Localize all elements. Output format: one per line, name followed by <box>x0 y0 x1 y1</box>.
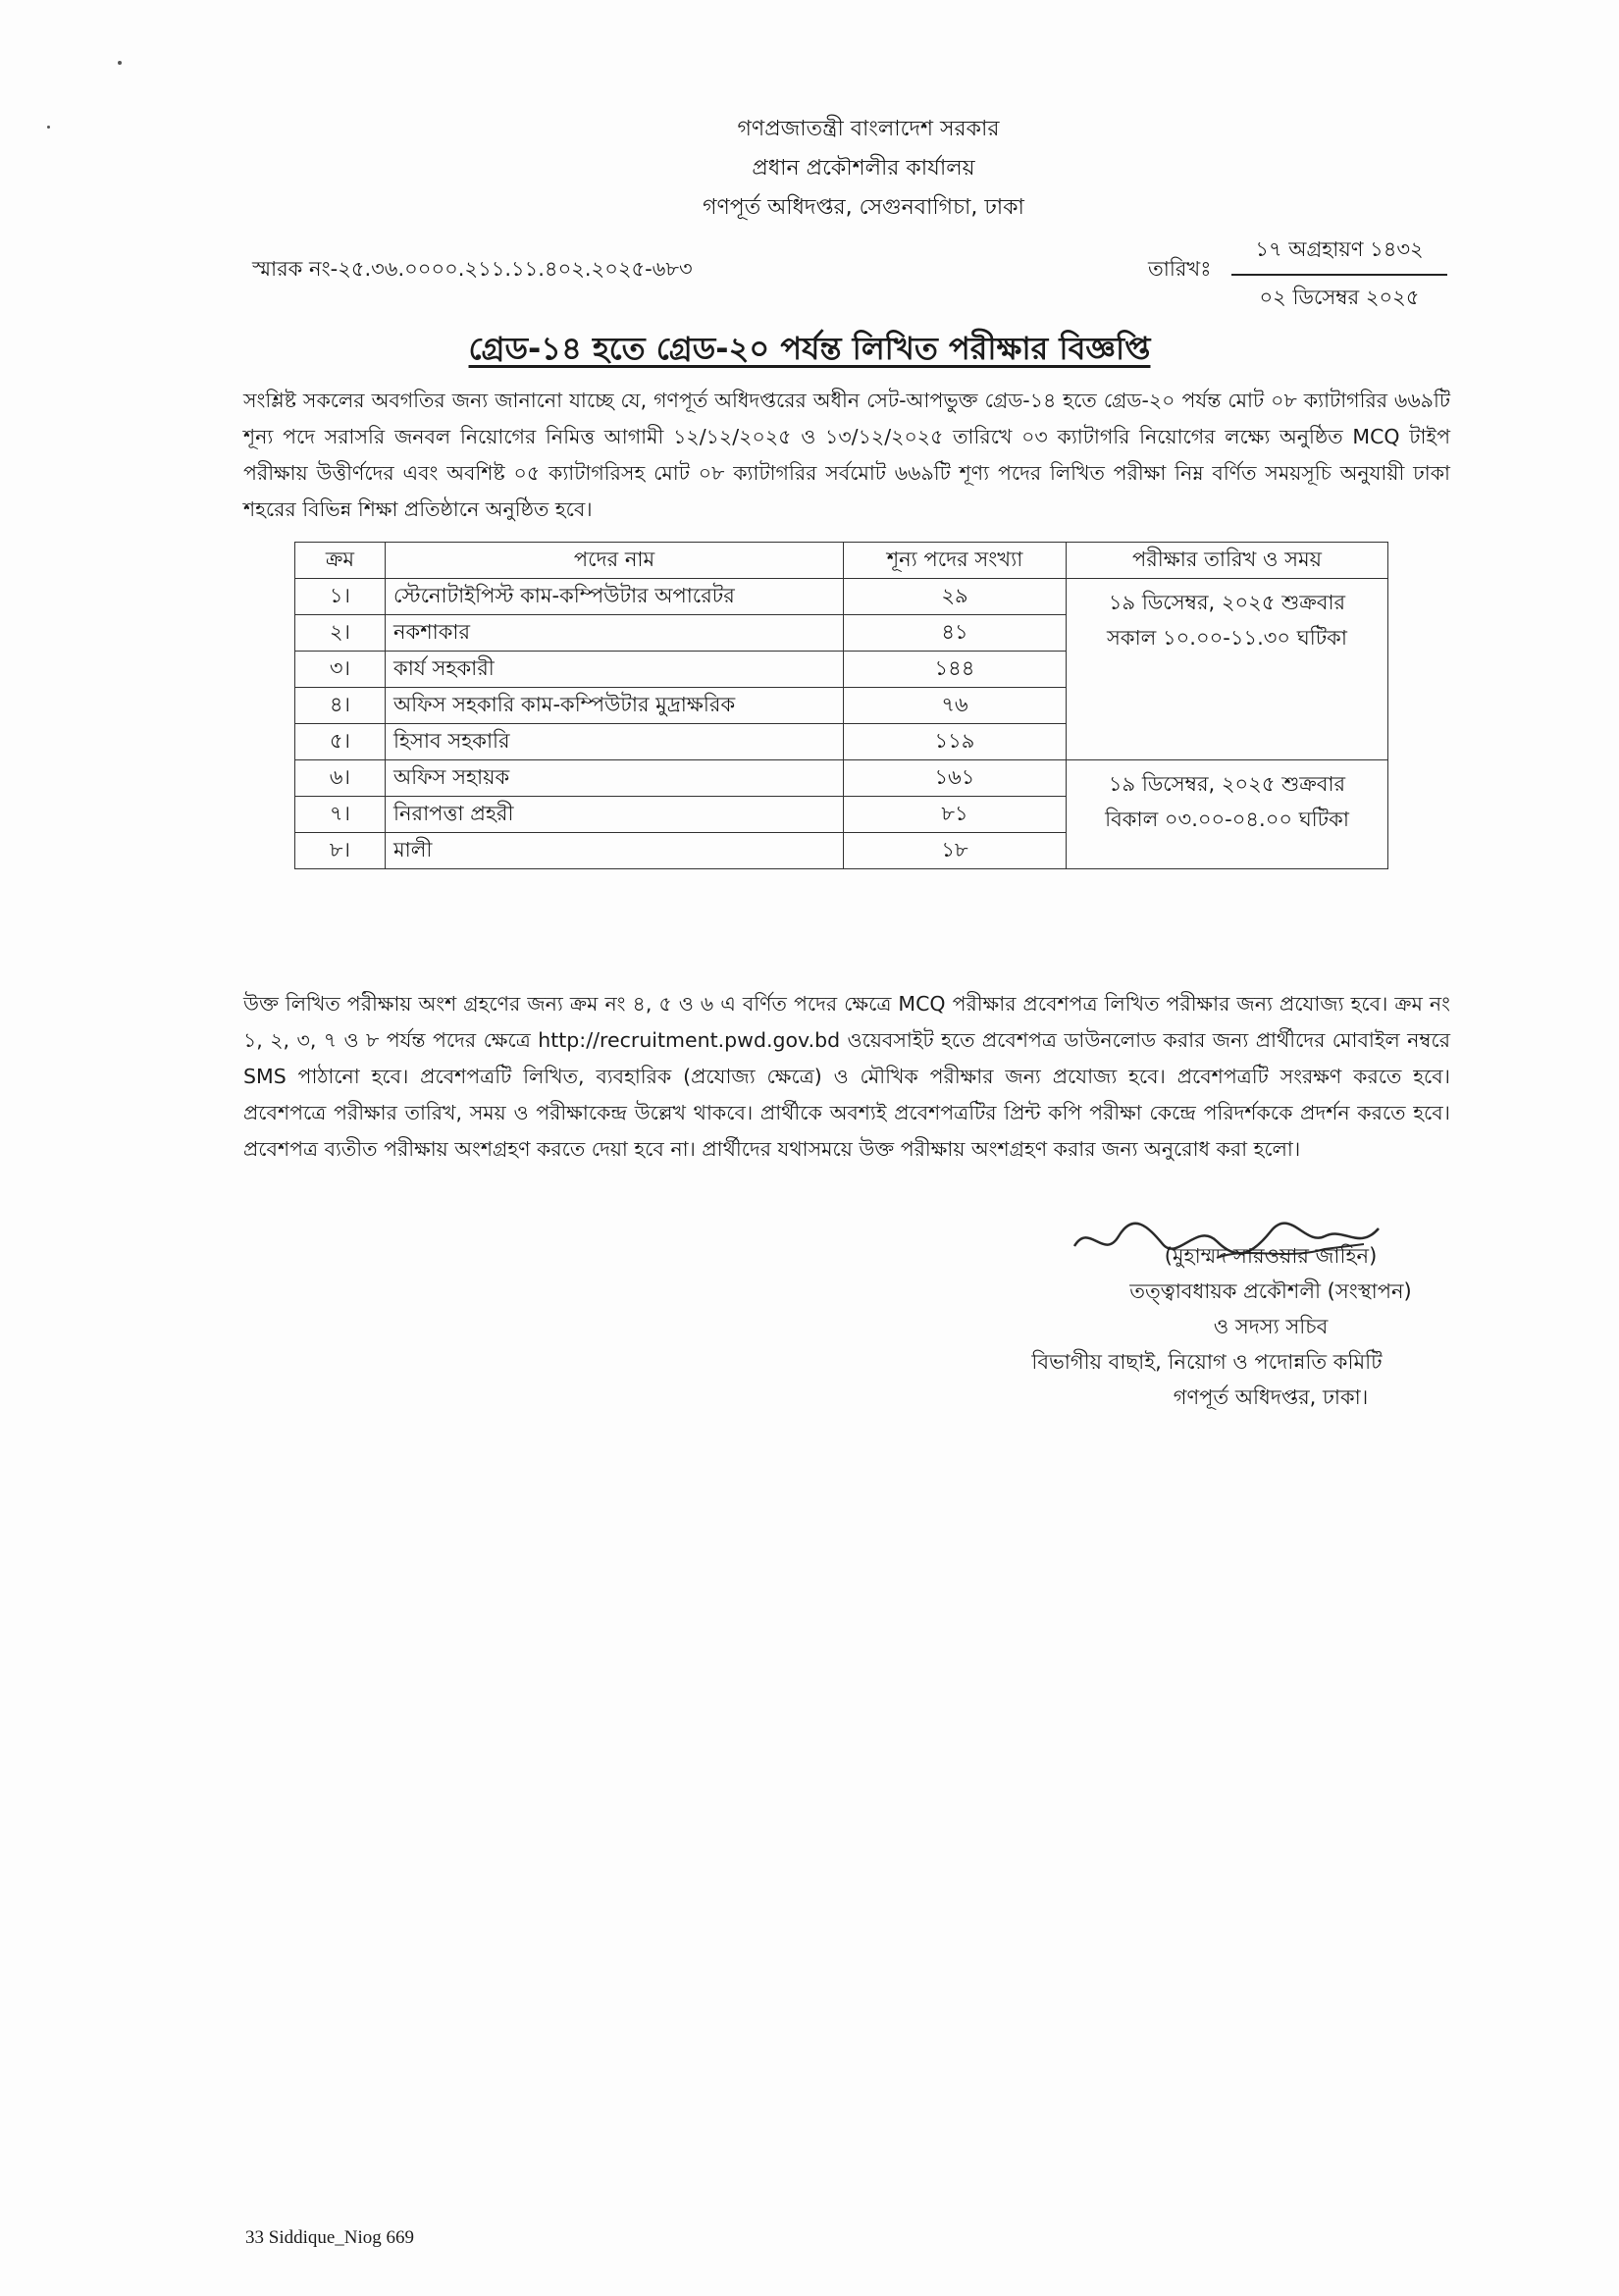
row-vacancy-count: ৭৬ <box>844 688 1067 724</box>
signatory-role: ও সদস্য সচিব <box>1213 1315 1329 1338</box>
row-post-name: মালী <box>386 833 844 869</box>
date-gregorian: ০২ ডিসেম্বর ২০২৫ <box>1259 286 1420 309</box>
row-serial: ২। <box>295 615 386 652</box>
row-vacancy-count: ২৯ <box>844 579 1067 615</box>
row-vacancy-count: ৪১ <box>844 615 1067 652</box>
office-header <box>0 110 1619 228</box>
row-vacancy-count: ১১৯ <box>844 724 1067 760</box>
date-bangla: ১৭ অগ্রহায়ণ ১৪৩২ <box>1231 234 1447 276</box>
signatory-office: গণপূর্ত অধিদপ্তর, ঢাকা। <box>1173 1385 1369 1409</box>
row-post-name: অফিস সহকারি কাম-কম্পিউটার মুদ্রাক্ষরিক <box>386 688 844 724</box>
row-post-name: হিসাব সহকারি <box>386 724 844 760</box>
row-serial: ৫। <box>295 724 386 760</box>
slot1-date: ১৯ ডিসেম্বর, ২০২৫ শুক্রবার <box>1108 591 1346 614</box>
memo-number: স্মারক নং-২৫.৩৬.০০০০.২১১.১১.৪০২.২০২৫-৬৮৩ <box>252 257 693 281</box>
table-row <box>295 579 1388 615</box>
header-government: গণপ্রজাতন্ত্রী বাংলাদেশ সরকার <box>737 117 1000 141</box>
instructions-paragraph: উক্ত লিখিত পরীক্ষায় অংশ গ্রহণের জন্য ক্রম নং ৪, ৫ ও ৬ এ বর্ণিত পদের ক্ষেত্রে MCQ পরীক্ষার প্রবেশপত্র লিখিত পরীক্ষার জন্য প্রযোজ্য হবে। ক্রম নং ১, ২, ৩, ৭ ও ৮ পর্যন্ত পদের ক্ষেত্রে http://recruitment.pwd.gov.bd ওয়েবসাইট হতে প্রবেশপত্র ডাউনলোড করার জন্য প্রার্থীদের মোবাইল নম্বরে SMS পাঠানো হবে। প্রবেশপত্রটি লিখিত, ব্যবহারিক (প্রযোজ্য ক্ষেত্রে) ও মৌখিক পরীক্ষার জন্য প্রযোজ্য হবে। প্রবেশপত্রটি সংরক্ষণ করতে হবে। প্রবেশপত্রে পরীক্ষার তারিখ, সময় ও পরীক্ষাকেন্দ্র উল্লেখ থাকবে। প্রার্থীকে অবশ্যই প্রবেশপত্রটির প্রিন্ট কপি পরীক্ষা কেন্দ্রে পরিদর্শককে প্রদর্শন করতে হবে। প্রবেশপত্র ব্যতীত পরীক্ষায় অংশগ্রহণ করতে দেয়া হবে না। প্রার্থীদের যথাসময়ে উক্ত পরীক্ষায় অংশগ্রহণ করার জন্য অনুরোধ করা হলো। <box>243 992 1450 1161</box>
header-vacancy-count: শূন্য পদের সংখ্যা <box>844 543 1067 579</box>
row-serial: ১। <box>295 579 386 615</box>
signature-block <box>883 1238 1531 1415</box>
signatory-designation: তত্ত্বাবধায়ক প্রকৌশলী (সংস্থাপন) <box>1129 1279 1412 1303</box>
slot2-date: ১৯ ডিসেম্বর, ২০২৫ শুক্রবার <box>1108 772 1346 796</box>
row-serial: ৩। <box>295 652 386 688</box>
row-serial: ৮। <box>295 833 386 869</box>
row-vacancy-count: ৮১ <box>844 797 1067 833</box>
row-post-name: নিরাপত্তা প্রহরী <box>386 797 844 833</box>
row-vacancy-count: ১৮ <box>844 833 1067 869</box>
date-label: তারিখঃ <box>1148 257 1212 281</box>
row-serial: ৪। <box>295 688 386 724</box>
slot2-time: বিকাল ০৩.০০-০৪.০০ ঘটিকা <box>1105 808 1349 831</box>
table-header-row <box>295 543 1388 579</box>
row-post-name: স্টেনোটাইপিস্ট কাম-কম্পিউটার অপারেটর <box>386 579 844 615</box>
header-serial: ক্রম <box>295 543 386 579</box>
date-block <box>1231 234 1447 316</box>
row-post-name: নকশাকার <box>386 615 844 652</box>
header-post-name: পদের নাম <box>386 543 844 579</box>
notice-title <box>0 324 1619 377</box>
header-exam-datetime: পরীক্ষার তারিখ ও সময় <box>1067 543 1388 579</box>
row-serial: ৬। <box>295 760 386 797</box>
scan-speck <box>118 61 122 65</box>
intro-paragraph: সংশ্লিষ্ট সকলের অবগতির জন্য জানানো যাচ্ছে যে, গণপূর্ত অধিদপ্তরের অধীন সেট-আপভুক্ত গ্রেড-১৪ হতে গ্রেড-২০ পর্যন্ত মোট ০৮ ক্যাটাগরির ৬৬৯টি শূন্য পদে সরাসরি জনবল নিয়োগের নিমিত্ত আগামী ১২/১২/২০২৫ ও ১৩/১২/২০২৫ তারিখে ০৩ ক্যাটাগরি নিয়োগের লক্ষ্যে অনুষ্ঠিত MCQ টাইপ পরীক্ষায় উত্তীর্ণদের এবং অবশিষ্ট ০৫ ক্যাটাগরিসহ মোট ০৮ ক্যাটাগরির সর্বমোট ৬৬৯টি শূণ্য পদের লিখিত পরীক্ষা নিম্ন বর্ণিত সময়সূচি অনুযায়ী ঢাকা শহরের বিভিন্ন শিক্ষা প্রতিষ্ঠানে অনুষ্ঠিত হবে। <box>243 389 1450 521</box>
exam-schedule-table <box>294 542 1388 869</box>
header-department: গণপূর্ত অধিদপ্তর, সেগুনবাগিচা, ঢাকা <box>703 195 1024 220</box>
signatory-committee: বিভাগীয় বাছাই, নিয়োগ ও পদোন্নতি কমিটি <box>1031 1350 1383 1374</box>
notice-title-text: গ্রেড-১৪ হতে গ্রেড-২০ পর্যন্ত লিখিত পরীক্ষার বিজ্ঞপ্তি <box>468 330 1151 367</box>
table-row <box>295 760 1388 797</box>
slot1-time: সকাল ১০.০০-১১.৩০ ঘটিকা <box>1107 626 1347 650</box>
header-office: প্রধান প্রকৌশলীর কার্যালয় <box>752 156 975 181</box>
row-vacancy-count: ১৪৪ <box>844 652 1067 688</box>
row-post-name: অফিস সহায়ক <box>386 760 844 797</box>
footer-reference: 33 Siddique_Niog 669 <box>245 2227 415 2248</box>
row-post-name: কার্য সহকারী <box>386 652 844 688</box>
exam-slot-afternoon <box>1067 760 1388 869</box>
exam-slot-morning <box>1067 579 1388 760</box>
signatory-name: (মুহাম্মদ সারওয়ার জাহিন) <box>1164 1244 1378 1268</box>
row-vacancy-count: ১৬১ <box>844 760 1067 797</box>
row-serial: ৭। <box>295 797 386 833</box>
